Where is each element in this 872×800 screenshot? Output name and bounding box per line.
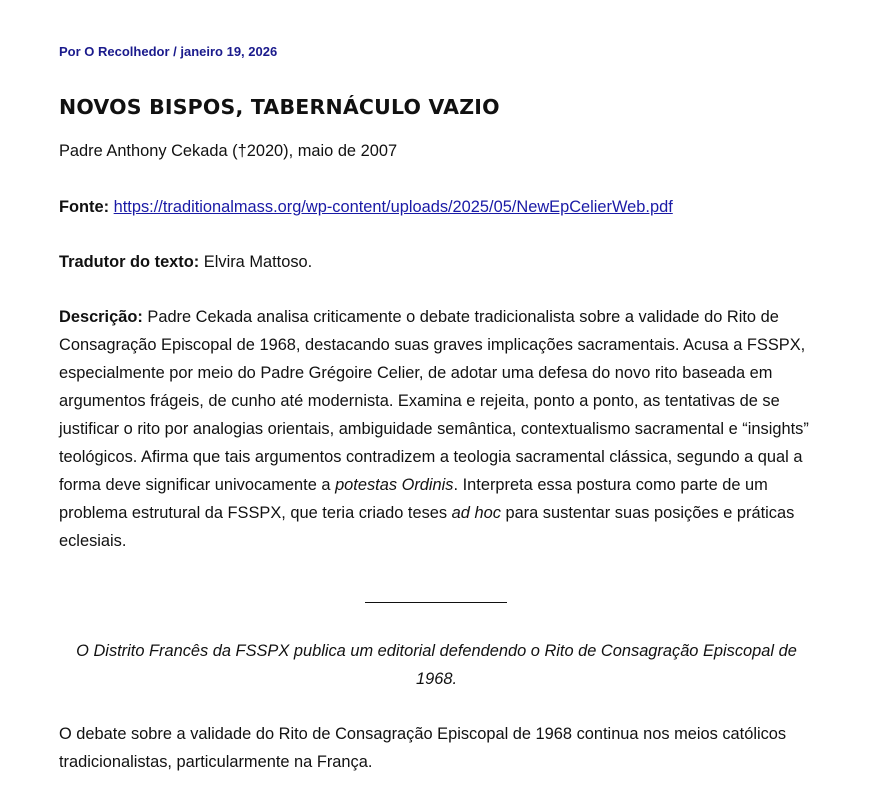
- description-text-1: Padre Cekada analisa criticamente o debate tradicionalista sobre a validade do Rito de Consagração Episcopal de 1968, destacando suas graves implicações sacramentais. Acusa a FSSPX, especialmente por meio do Padre Grégoire Celier, de adotar uma defesa do novo rito baseada em argumentos frágeis, de cunho até modernista. Examina e rejeita, ponto a ponto, as tentativas de se justificar o rito por analogias orientais, ambiguidade semântica, contextualismo sacramental e “insights” teológicos. Afirma que tais argumentos contradizem a teologia sacramental clássica, segundo a qual a forma deve significar univocamente a: [59, 308, 809, 494]
- description-italic-2: ad hoc: [451, 504, 501, 522]
- translator-line: [59, 248, 814, 276]
- description-italic-1: potestas Ordinis: [335, 476, 454, 494]
- author-line: Padre Anthony Cekada (†2020), maio de 2007: [59, 142, 398, 160]
- translator-label: Tradutor do texto:: [59, 253, 200, 271]
- description-text-3: para sustentar suas posições e práticas eclesiais.: [59, 504, 795, 550]
- source-label: Fonte:: [59, 198, 110, 216]
- source-link[interactable]: https://traditionalmass.org/wp-content/uploads/2025/05/NewEpCelierWeb.pdf: [113, 198, 673, 216]
- description-text-2: . Interpreta essa postura como parte de um problema estrutural da FSSPX, que teria criado teses: [59, 476, 768, 522]
- translator-name: Elvira Mattoso.: [203, 253, 313, 271]
- post-byline-text: Por O Recolhedor / janeiro 19, 2026: [59, 44, 278, 59]
- source-line: [59, 193, 814, 221]
- description-paragraph: [59, 303, 814, 555]
- article-title: NOVOS BISPOS, TABERNÁCULO VAZIO: [59, 95, 500, 119]
- post-byline: [59, 44, 277, 59]
- section-divider: [365, 602, 507, 603]
- editorial-note: O Distrito Francês da FSSPX publica um editorial defendendo o Rito de Consagração Episcopal de 1968.: [76, 642, 797, 688]
- body-paragraph: O debate sobre a validade do Rito de Consagração Episcopal de 1968 continua nos meios católicos tradicionalistas, particularmente na França.: [59, 725, 787, 771]
- description-label: Descrição:: [59, 308, 143, 326]
